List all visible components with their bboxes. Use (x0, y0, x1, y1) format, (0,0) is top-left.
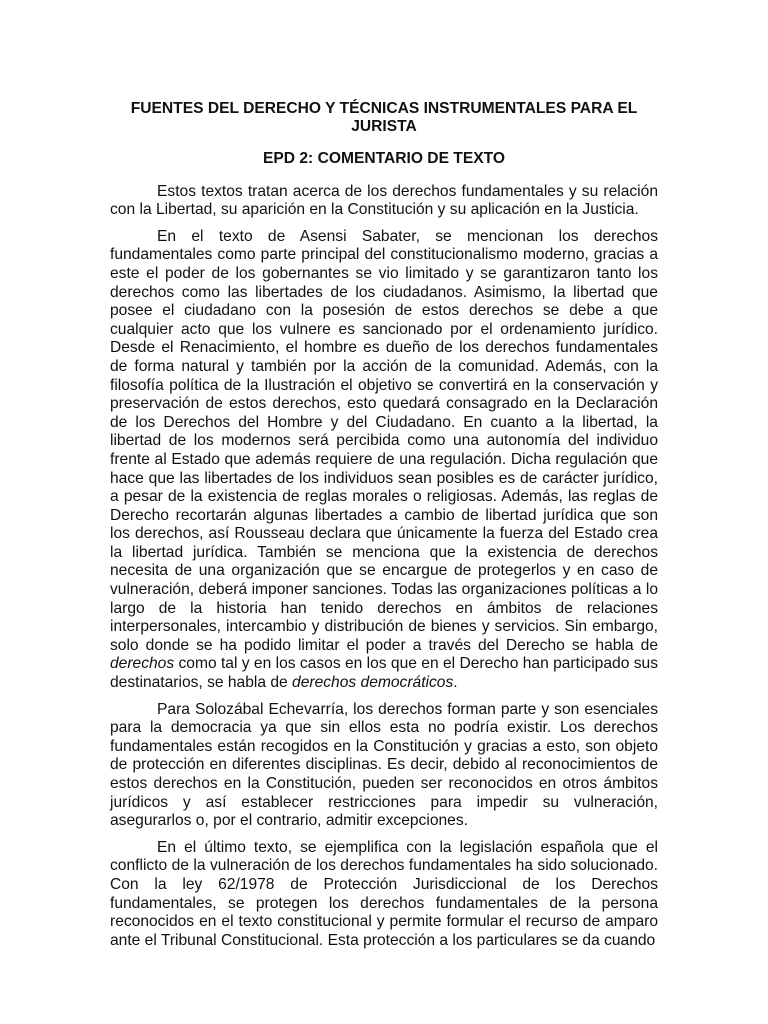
document-title: FUENTES DEL DERECHO Y TÉCNICAS INSTRUMENTALES PARA EL JURISTA (130, 100, 638, 135)
paragraph-text: como tal y en los casos en los que en el Derecho han participado sus destinatarios, se habla de (110, 655, 658, 692)
paragraph-solozabal: Para Solozábal Echevarría, los derechos forman parte y son esenciales para la democracia ya que sin ellos esta no podría existir. Los derechos fundamentales están recogidos en la Constitución y gracias a esto, son objeto de protección en diferentes disciplinas. Es decir, debido al reconocimientos de estos derechos en la Constitución, pueden ser reconocidos en otros ámbitos jurídicos y así establecer restricciones para impedir su vulneración, asegurarlos o, por el contrario, admitir excepciones. (110, 700, 658, 830)
paragraph-legislacion: En el último texto, se ejemplifica con la legislación española que el conflicto de la vulneración de los derechos fundamentales ha sido solucionado. Con la ley 62/1978 de Protección Jurisdiccional de los Derechos fundamentales, se protegen los derechos fundamentales de la persona reconocidos en el texto constitucional y permite formular el recurso de amparo ante el Tribunal Constitucional. Esta protección a los particulares se da cuando (110, 838, 658, 949)
paragraph-text: . (453, 674, 458, 692)
paragraph-asensi-sabater (110, 228, 658, 693)
document-subtitle: EPD 2: COMENTARIO DE TEXTO (262, 150, 505, 167)
document-body (110, 183, 658, 951)
emphasis-derechos-democraticos: derechos democráticos (292, 674, 454, 692)
emphasis-derechos: derechos (110, 655, 175, 673)
paragraph-text: En el texto de Asensi Sabater, se mencionan los derechos fundamentales como parte principal del constitucionalismo moderno, gracias a este el poder de los gobernantes se vio limitado y se garantizaron tanto los derechos como las libertades de los ciudadanos. Asimismo, la libertad que posee el ciudadano con la posesión de estos derechos se debe a que cualquier acto que los vulnere es sancionado por el ordenamiento jurídico. Desde el Renacimiento, el hombre es dueño de los derechos fundamentales de forma natural y también por la acción de la comunidad. Además, con la filosofía política de la Ilustración el objetivo se convertirá en la conservación y preservación de estos derechos, esto quedará consagrado en la Declaración de los Derechos del Hombre y del Ciudadano. En cuanto a la libertad, la libertad de los modernos será percibida como una autonomía del individuo frente al Estado que además requiere de una regulación. Dicha regulación que hace que las libertades de los individuos sean posibles es de carácter jurídico, a pesar de la existencia de reglas morales o religiosas. Además, las reglas de Derecho recortarán algunas libertades a cambio de libertad jurídica que son los derechos, así Rousseau declara que únicamente la fuerza del Estado crea la libertad jurídica. También se menciona que la existencia de derechos necesita de una organización que se encargue de protegerlos y en caso de vulneración, deberá imponer sanciones. Todas las organizaciones políticas a lo largo de la historia han tenido derechos en ámbitos de relaciones interpersonales, intercambio y distribución de bienes y servicios. Sin embargo, solo donde se ha podido limitar el poder a través del Derecho se habla de (110, 227, 658, 654)
document-page (110, 92, 658, 958)
paragraph-intro: Estos textos tratan acerca de los derechos fundamentales y su relación con la Libertad, su aparición en la Constitución y su aplicación en la Justicia. (110, 182, 658, 219)
